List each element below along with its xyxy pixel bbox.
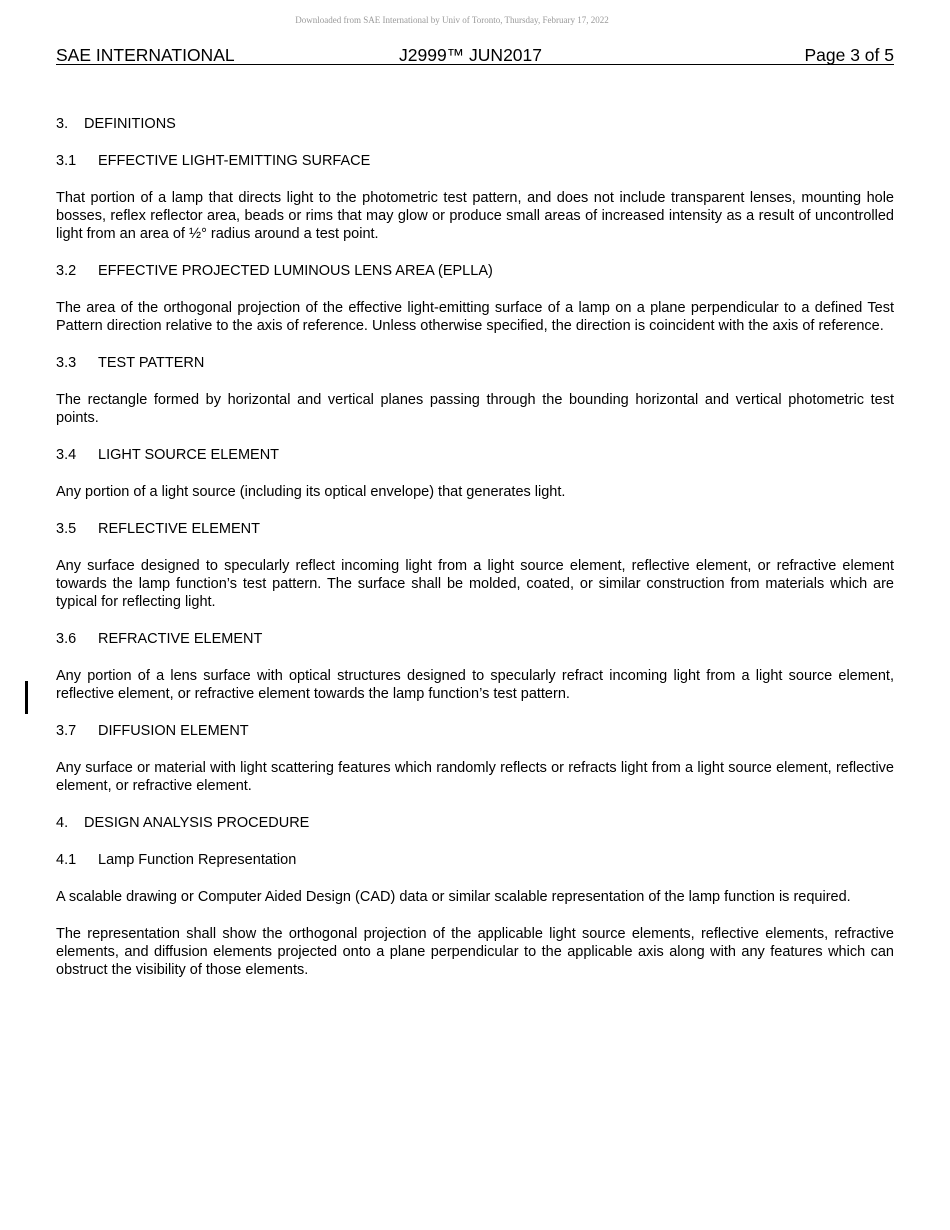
paragraph-3-1: That portion of a lamp that directs light to the photometric test pattern, and does not include transparent lenses, mounting hole bosses, reflex reflector area, beads or rims that may glow or produce small areas of increased intensity as a result of uncontrolled light from an area of ½° radius around a test point. bbox=[56, 190, 894, 242]
section-heading-3-5 bbox=[56, 520, 894, 538]
section-title: TEST PATTERN bbox=[98, 355, 205, 371]
running-header bbox=[56, 44, 894, 65]
paragraph-4-1-a: A scalable drawing or Computer Aided Design (CAD) data or similar scalable representation of the lamp function is required. bbox=[56, 889, 851, 905]
section-heading-3-4 bbox=[56, 446, 894, 464]
section-heading-3-1 bbox=[56, 152, 894, 170]
header-organization: SAE INTERNATIONAL bbox=[56, 45, 235, 65]
section-number: 4.1 bbox=[56, 852, 77, 868]
section-heading-3-6 bbox=[56, 630, 894, 648]
paragraph-3-2: The area of the orthogonal projection of the effective light-emitting surface of a lamp on a plane perpendicular to a defined Test Pattern direction relative to the axis of reference. Unless otherwise specified, the direction is coincident with the axis of reference. bbox=[56, 300, 894, 334]
header-document-number: J2999™ JUN2017 bbox=[399, 45, 542, 65]
paragraph-3-4: Any portion of a light source (including its optical envelope) that generates light. bbox=[56, 484, 566, 500]
header-page-number: Page 3 of 5 bbox=[804, 45, 894, 65]
section-heading-4 bbox=[56, 814, 894, 832]
section-number: 3.6 bbox=[56, 631, 77, 647]
section-number: 3.7 bbox=[56, 723, 77, 739]
paragraph-3-5: Any surface designed to specularly reflect incoming light from a light source element, reflective element, or refractive element towards the lamp function’s test pattern. The surface shall be molded, coated, or similar construction from materials which are typical for reflecting light. bbox=[56, 558, 894, 610]
document-body bbox=[56, 115, 894, 998]
section-title: Lamp Function Representation bbox=[98, 852, 297, 868]
download-watermark: Downloaded from SAE International by Univ of Toronto, Thursday, February 17, 2022 bbox=[295, 15, 609, 25]
section-number: 3.3 bbox=[56, 355, 77, 371]
paragraph-4-1-b: The representation shall show the orthogonal projection of the applicable light source elements, reflective elements, refractive elements, and diffusion elements projected onto a plane perpendicular to the applicable axis along with any features which can obstruct the visibility of those elements. bbox=[56, 926, 894, 978]
section-title: REFLECTIVE ELEMENT bbox=[98, 521, 260, 537]
section-title: EFFECTIVE LIGHT-EMITTING SURFACE bbox=[98, 153, 371, 169]
section-title: LIGHT SOURCE ELEMENT bbox=[98, 447, 280, 463]
section-number: 3.1 bbox=[56, 153, 77, 169]
paragraph-3-6: Any portion of a lens surface with optical structures designed to specularly refract incoming light from a light source element, reflective element, or refractive element towards the lamp function’s test pattern. bbox=[56, 668, 894, 702]
paragraph-3-7: Any surface or material with light scattering features which randomly reflects or refracts light from a light source element, reflective element, or refractive element. bbox=[56, 760, 894, 794]
section-title: EFFECTIVE PROJECTED LUMINOUS LENS AREA (EPLLA) bbox=[98, 263, 493, 279]
section-heading-3 bbox=[56, 115, 894, 133]
section-number: 3. bbox=[56, 116, 69, 132]
revision-change-bar bbox=[25, 681, 28, 714]
section-title: DIFFUSION ELEMENT bbox=[98, 723, 249, 739]
section-number: 3.2 bbox=[56, 263, 77, 279]
section-heading-4-1 bbox=[56, 851, 894, 869]
section-title: DEFINITIONS bbox=[84, 116, 176, 132]
section-number: 3.5 bbox=[56, 521, 77, 537]
paragraph-3-3: The rectangle formed by horizontal and vertical planes passing through the bounding horizontal and vertical photometric test points. bbox=[56, 392, 894, 426]
section-number: 3.4 bbox=[56, 447, 77, 463]
section-heading-3-3 bbox=[56, 354, 894, 372]
section-heading-3-2 bbox=[56, 262, 894, 280]
section-heading-3-7 bbox=[56, 722, 894, 740]
section-title: REFRACTIVE ELEMENT bbox=[98, 631, 263, 647]
section-number: 4. bbox=[56, 815, 69, 831]
section-title: DESIGN ANALYSIS PROCEDURE bbox=[84, 815, 310, 831]
